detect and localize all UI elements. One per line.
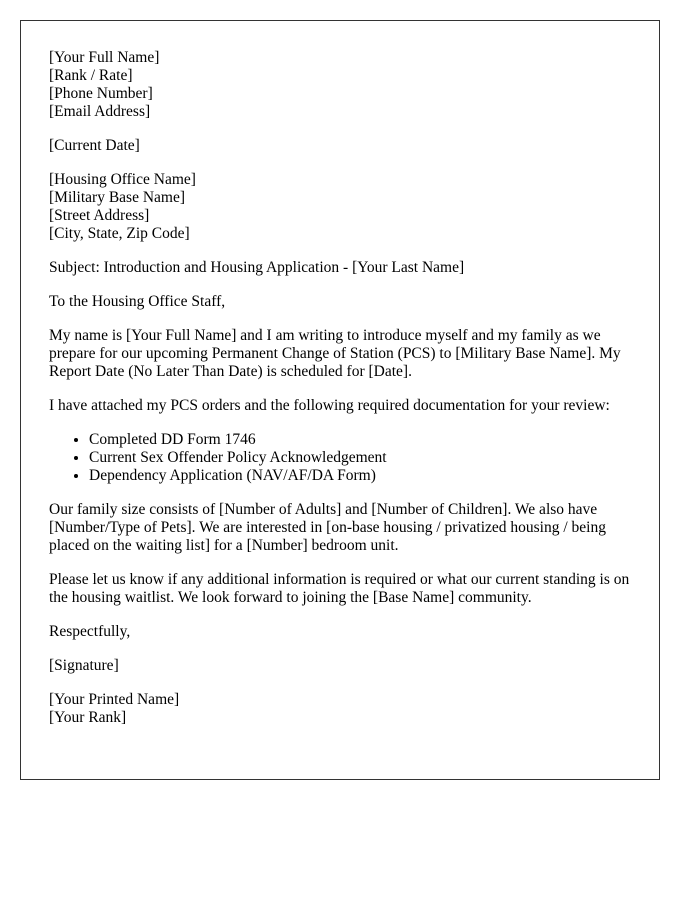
recipient-street: [Street Address]	[49, 207, 150, 224]
family-paragraph: Our family size consists of [Number of Adults] and [Number of Children]. We also have [Number/Type of Pets]. We are interested in [on-base housing / privatized housing / being placed on the waiting list] for a [Number] bedroom unit.	[49, 501, 606, 554]
recipient-city: [City, State, Zip Code]	[49, 225, 190, 242]
sender-name: [Your Full Name]	[49, 49, 160, 66]
sender-email: [Email Address]	[49, 103, 151, 120]
letter-page	[20, 20, 660, 780]
sender-rank: [Rank / Rate]	[49, 67, 133, 84]
recipient-address-block	[49, 171, 631, 243]
documents-list	[49, 431, 631, 485]
printed-name-block	[49, 691, 631, 727]
signoff: Respectfully,	[49, 623, 131, 640]
attached-paragraph: I have attached my PCS orders and the following required documentation for your review:	[49, 397, 610, 414]
recipient-office: [Housing Office Name]	[49, 171, 196, 188]
date-block	[49, 137, 631, 155]
printed-name: [Your Printed Name]	[49, 691, 180, 708]
recipient-base: [Military Base Name]	[49, 189, 186, 206]
list-item: • Current Sex Offender Policy Acknowledgement	[89, 449, 631, 467]
intro-paragraph: My name is [Your Full Name] and I am writing to introduce myself and my family as we prepare for our upcoming Permanent Change of Station (PCS) to [Military Base Name]. My Report Date (No Later Than Date) is scheduled for [Date].	[49, 327, 621, 380]
letter-date: [Current Date]	[49, 137, 140, 154]
printed-rank: [Your Rank]	[49, 709, 127, 726]
sender-address-block	[49, 49, 631, 121]
list-item: • Completed DD Form 1746	[89, 431, 631, 449]
salutation: To the Housing Office Staff,	[49, 293, 226, 310]
closing-paragraph: Please let us know if any additional information is required or what our current standing is on the housing waitlist. We look forward to joining the [Base Name] community.	[49, 571, 630, 606]
subject-line: Subject: Introduction and Housing Application - [Your Last Name]	[49, 259, 465, 276]
signature-placeholder: [Signature]	[49, 657, 119, 674]
list-item: • Dependency Application (NAV/AF/DA Form)	[89, 467, 631, 485]
sender-phone: [Phone Number]	[49, 85, 153, 102]
